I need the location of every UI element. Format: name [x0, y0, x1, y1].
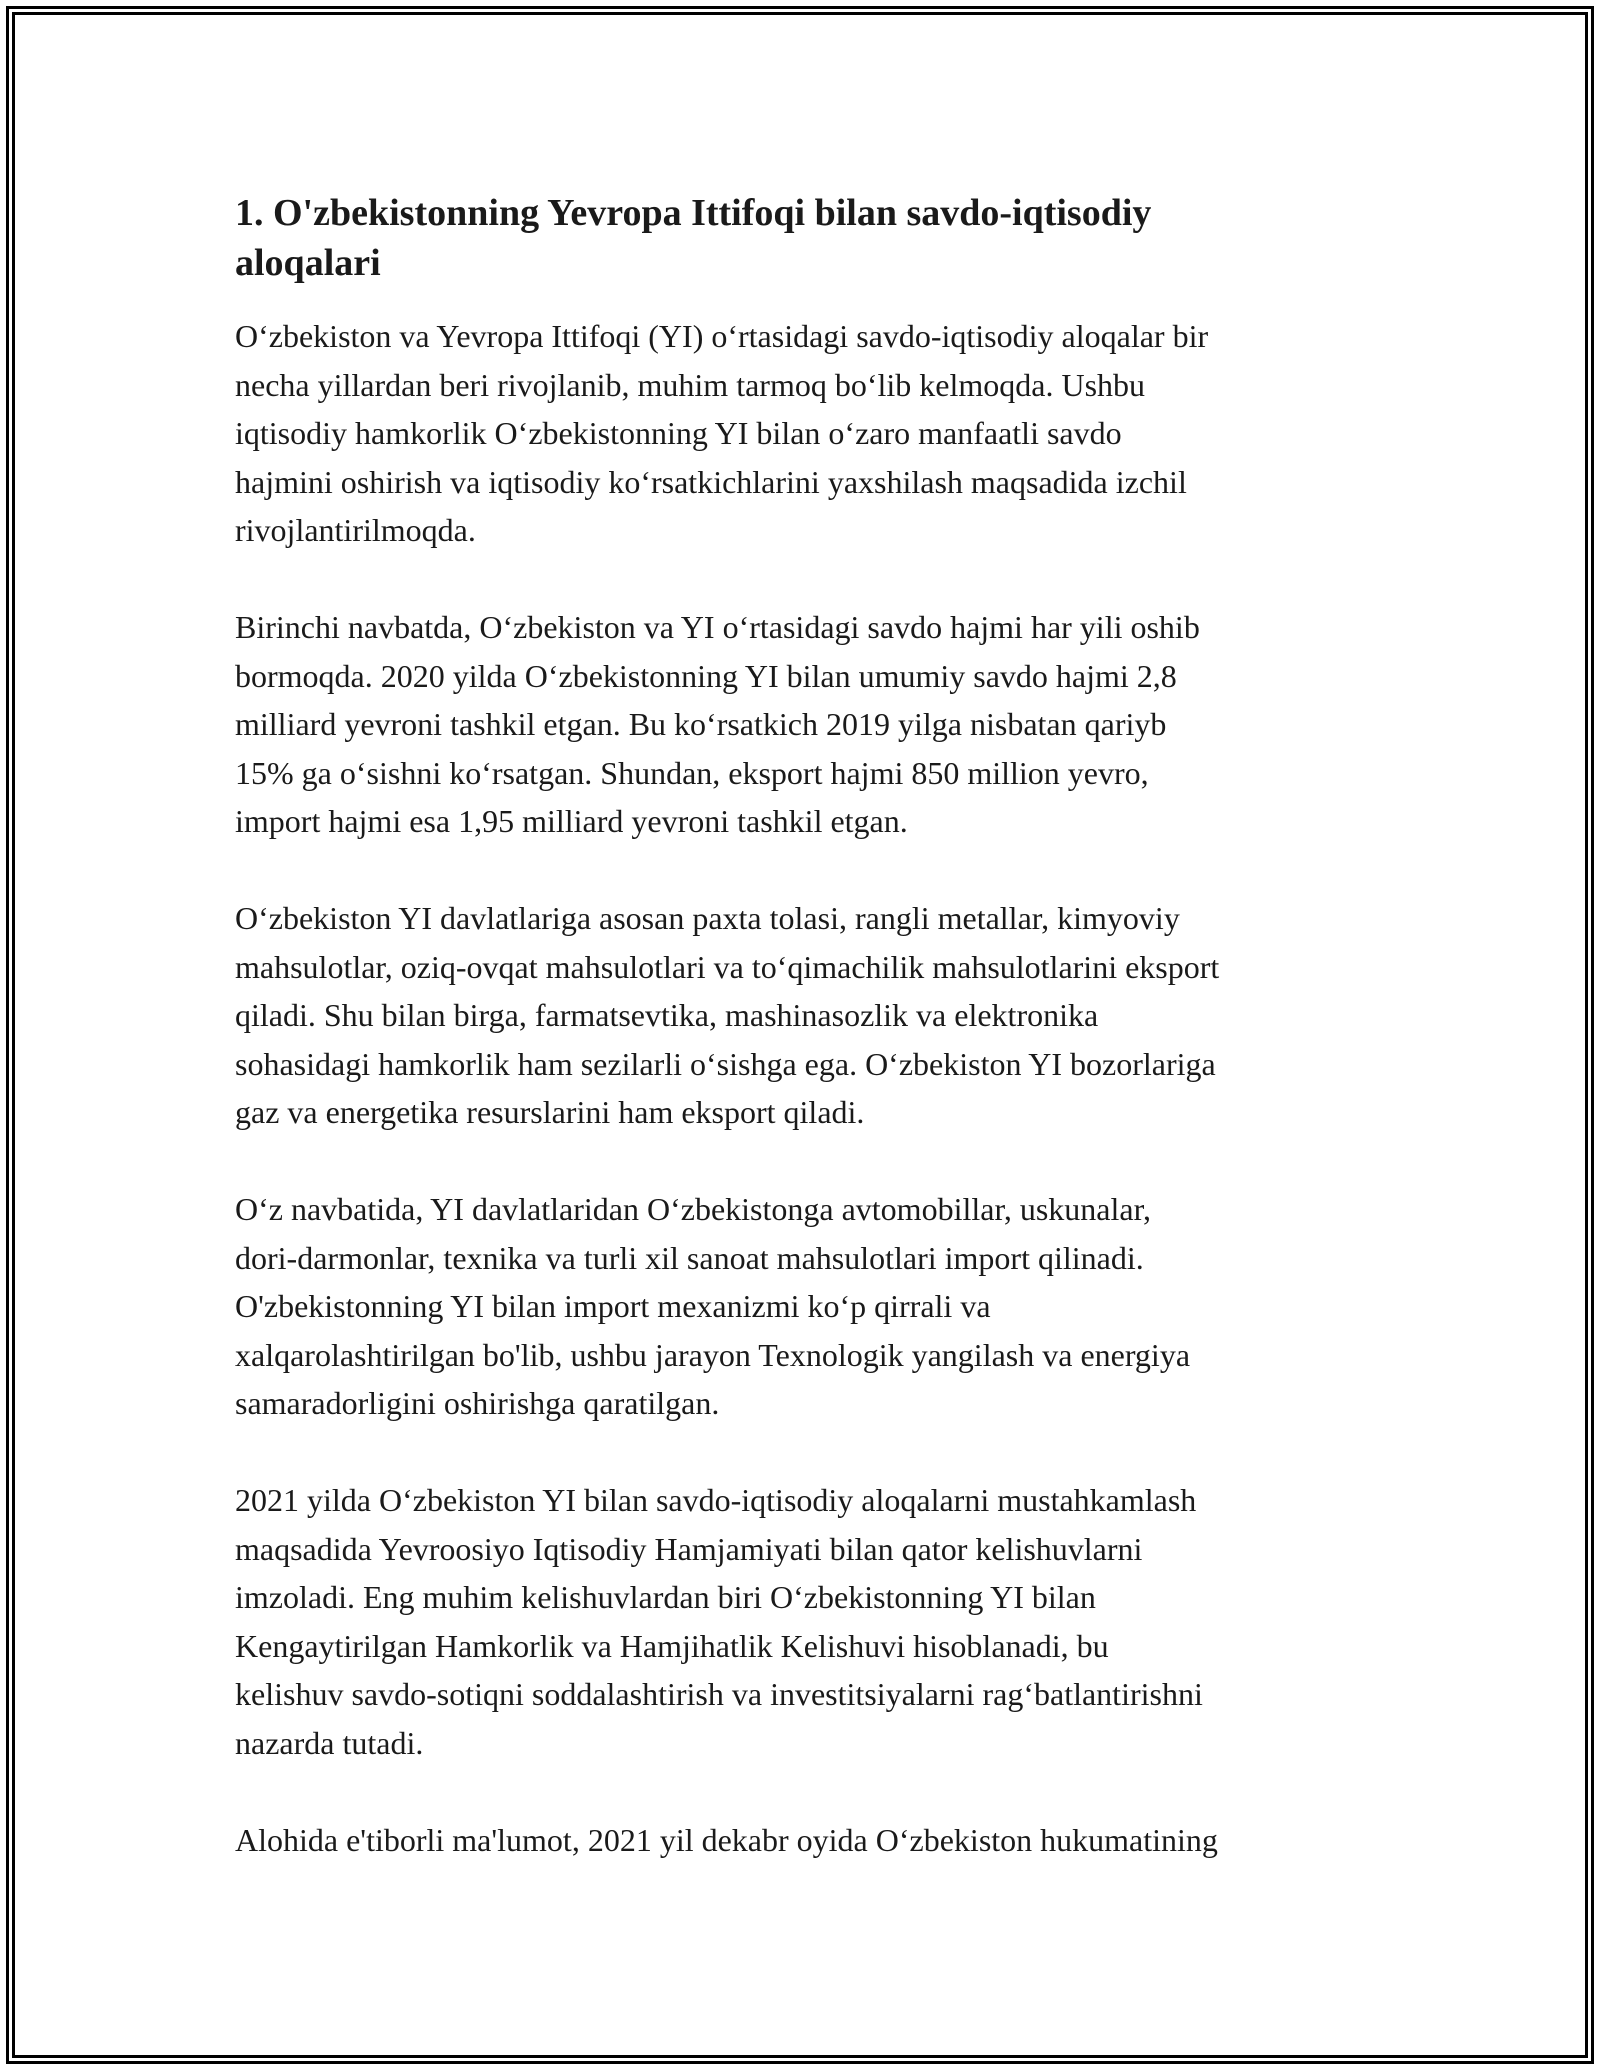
text-line: iqtisodiy hamkorlik O‘zbekistonning YI bilan o‘zaro manfaatli savdo	[235, 415, 1122, 451]
text-line: 15% ga o‘sishni ko‘rsatgan. Shundan, eksport hajmi 850 million yevro,	[235, 754, 1149, 791]
text-line: kelishuv savdo-sotiqni soddalashtirish va investitsiyalarni rag‘batlantirishni	[235, 1676, 1203, 1712]
text-line: nazarda tutadi.	[235, 1724, 424, 1761]
paragraph-exports	[235, 894, 1375, 1137]
paragraph-trade-volume	[235, 603, 1375, 846]
document-body	[235, 188, 1375, 1913]
text-line: Kengaytirilgan Hamkorlik va Hamjihatlik Kelishuvi hisoblanadi, bu	[235, 1627, 1109, 1664]
text-line: O‘zbekiston va Yevropa Ittifoqi (YI) o‘rtasidagi savdo-iqtisodiy aloqalar bir	[235, 318, 1209, 354]
heading-line: 1. O'zbekistonning Yevropa Ittifoqi bilan savdo-iqtisodiy	[235, 192, 1152, 234]
text-line: O‘zbekiston YI davlatlariga asosan paxta tolasi, rangli metallar, kimyoviy	[235, 900, 1180, 936]
text-line: O'zbekistonning YI bilan import mexanizmi ko‘p qirrali va	[235, 1288, 991, 1324]
text-line: qiladi. Shu bilan birga, farmatsevtika, mashinasozlik va elektronika	[235, 997, 1099, 1033]
text-line: milliard yevroni tashkil etgan. Bu ko‘rsatkich 2019 yilga nisbatan qariyb	[235, 706, 1167, 742]
text-line: necha yillardan beri rivojlanib, muhim tarmoq bo‘lib kelmoqda. Ushbu	[235, 366, 1146, 403]
text-line: Alohida e'tiborli ma'lumot, 2021 yil dekabr oyida O‘zbekiston hukumatining	[235, 1821, 1218, 1858]
text-line: sohasidagi hamkorlik ham sezilarli o‘sishga ega. O‘zbekiston YI bozorlariga	[235, 1045, 1216, 1082]
text-line: import hajmi esa 1,95 milliard yevroni tashkil etgan.	[235, 803, 908, 839]
text-line: maqsadida Yevroosiyo Iqtisodiy Hamjamiyati bilan qator kelishuvlarni	[235, 1530, 1143, 1567]
text-line: xalqarolashtirilgan bo'lib, ushbu jarayon Texnologik yangilash va energiya	[235, 1336, 1191, 1373]
text-line: rivojlantirilmoqda.	[235, 512, 476, 548]
paragraph-imports	[235, 1185, 1375, 1428]
paragraph-agreements	[235, 1476, 1375, 1767]
paragraph-notable-info	[235, 1816, 1375, 1865]
text-line: imzoladi. Eng muhim kelishuvlardan biri O‘zbekistonning YI bilan	[235, 1579, 1096, 1615]
text-line: gaz va energetika resurslarini ham eksport qiladi.	[235, 1094, 865, 1130]
text-line: 2021 yilda O‘zbekiston YI bilan savdo-iqtisodiy aloqalarni mustahkamlash	[235, 1482, 1197, 1518]
text-line: hajmini oshirish va iqtisodiy ko‘rsatkichlarini yaxshilash maqsadida izchil	[235, 463, 1187, 500]
text-line: dori-darmonlar, texnika va turli xil sanoat mahsulotlari import qilinadi.	[235, 1239, 1144, 1276]
paragraph-intro	[235, 312, 1375, 555]
text-line: Birinchi navbatda, O‘zbekiston va YI o‘rtasidagi savdo hajmi har yili oshib	[235, 609, 1200, 645]
text-line: bormoqda. 2020 yilda O‘zbekistonning YI bilan umumiy savdo hajmi 2,8	[235, 657, 1177, 694]
heading-line: aloqalari	[235, 242, 381, 284]
text-line: samaradorligini oshirishga qaratilgan.	[235, 1385, 720, 1421]
section-heading	[235, 188, 1375, 288]
text-line: O‘z navbatida, YI davlatlaridan O‘zbekistonga avtomobillar, uskunalar,	[235, 1191, 1151, 1227]
text-line: mahsulotlar, oziq-ovqat mahsulotlari va to‘qimachilik mahsulotlarini eksport	[235, 948, 1220, 985]
